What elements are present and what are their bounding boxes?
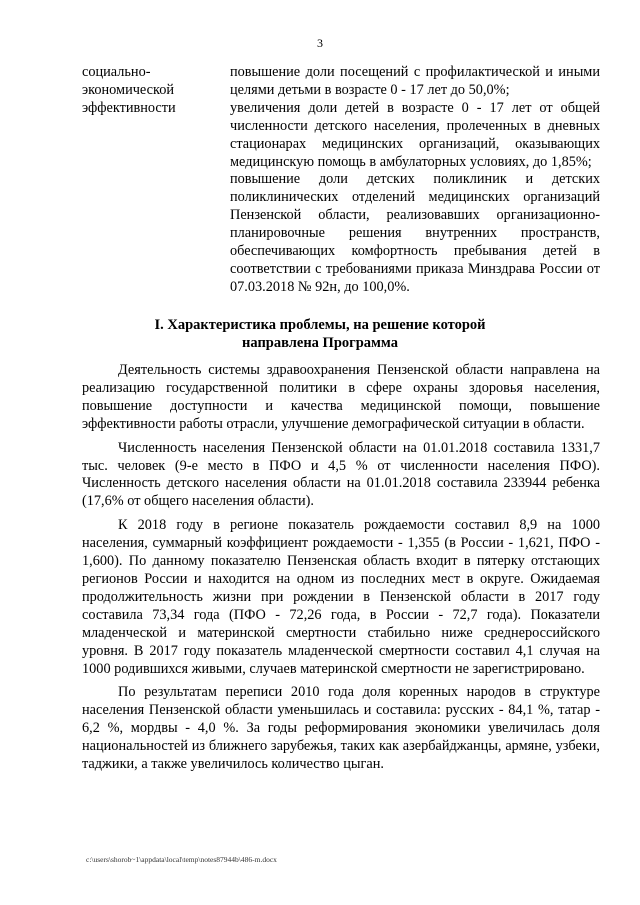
indicator-label-line: эффективности bbox=[82, 99, 176, 116]
body-text bbox=[82, 362, 600, 780]
indicator-value-item: повышение доли детских поликлиник и детских поликлинических отделений медицинских организаций Пензенской области, реализовавших организационно-планировочные решения внутренних пространств, обеспечивающих комфортность пребывания детей в соответствии с требованиями приказа Минздрава России от 07.03.2018 № 92н, до 100,0%. bbox=[230, 171, 600, 295]
paragraph: По результатам переписи 2010 года доля коренных народов в структуре населения Пензенской области уменьшилась и составила: русских - 84,1 %, татар - 6,2 %, мордвы - 4,0 %. За годы реформирования экономики увеличилась доля национальностей из ближнего зарубежья, таких как азербайджанцы, армяне, узбеки, таджики, а также увеличилось количество цыган. bbox=[82, 684, 600, 773]
paragraph: Численность населения Пензенской области на 01.01.2018 составила 1331,7 тыс. человек (9-е место в ПФО и 4,5 % от численности населения ПФО). Численность детского населения области на 01.01.2018 составила 233944 ребенка (17,6% от общего населения области). bbox=[82, 439, 600, 510]
section-heading-line: I. Характеристика проблемы, на решение которой bbox=[154, 317, 486, 333]
paragraph: Деятельность системы здравоохранения Пензенской области направлена на реализацию государственной политики в сфере охраны здоровья населения, повышение доступности и качества медицинской помощи, повышение эффективности работы отрасли, улучшение демографической ситуации в области. bbox=[82, 362, 600, 432]
indicator-label bbox=[82, 64, 222, 118]
indicator-label-line: экономической bbox=[82, 81, 174, 98]
page-number: 3 bbox=[317, 36, 323, 50]
indicator-label-line: социально- bbox=[82, 64, 151, 80]
footer-file-path: c:\users\shorob~1\appdata\local\temp\notes87944b\486-m.docx bbox=[86, 855, 277, 864]
section-heading-line: направлена Программа bbox=[242, 335, 398, 351]
indicator-value-item: увеличения доли детей в возрасте 0 - 17 лет от общей численности детского населения, пролеченных в дневных стационарах медицинских организаций, оказывающих медицинскую помощь в амбулаторных условиях, до 1,85%; bbox=[230, 99, 600, 170]
section-heading bbox=[100, 316, 540, 352]
paragraph: К 2018 году в регионе показатель рождаемости составил 8,9 на 1000 населения, суммарный коэффициент рождаемости - 1,355 (в России - 1,621, ПФО - 1,600). По данному показателю Пензенская область входит в пятерку отстающих регионов России и находится на одном из последних мест в округе. Ожидаемая продолжительность жизни при рождении в Пензенской области в 2017 году составила 73,34 года (ПФО - 72,26 года, в России - 72,7 года). Показатели младенческой и материнской смертности стабильно ниже среднероссийского уровня. В 2017 году показатель младенческой смертности составил 4,1 случая на 1000 родившихся живыми, случаев материнской смертности не зарегистрировано. bbox=[82, 517, 600, 677]
indicator-value-item: повышение доли посещений с профилактической и иными целями детьми в возрасте 0 - 17 лет до 50,0%; bbox=[230, 64, 600, 98]
indicator-values bbox=[230, 64, 600, 297]
